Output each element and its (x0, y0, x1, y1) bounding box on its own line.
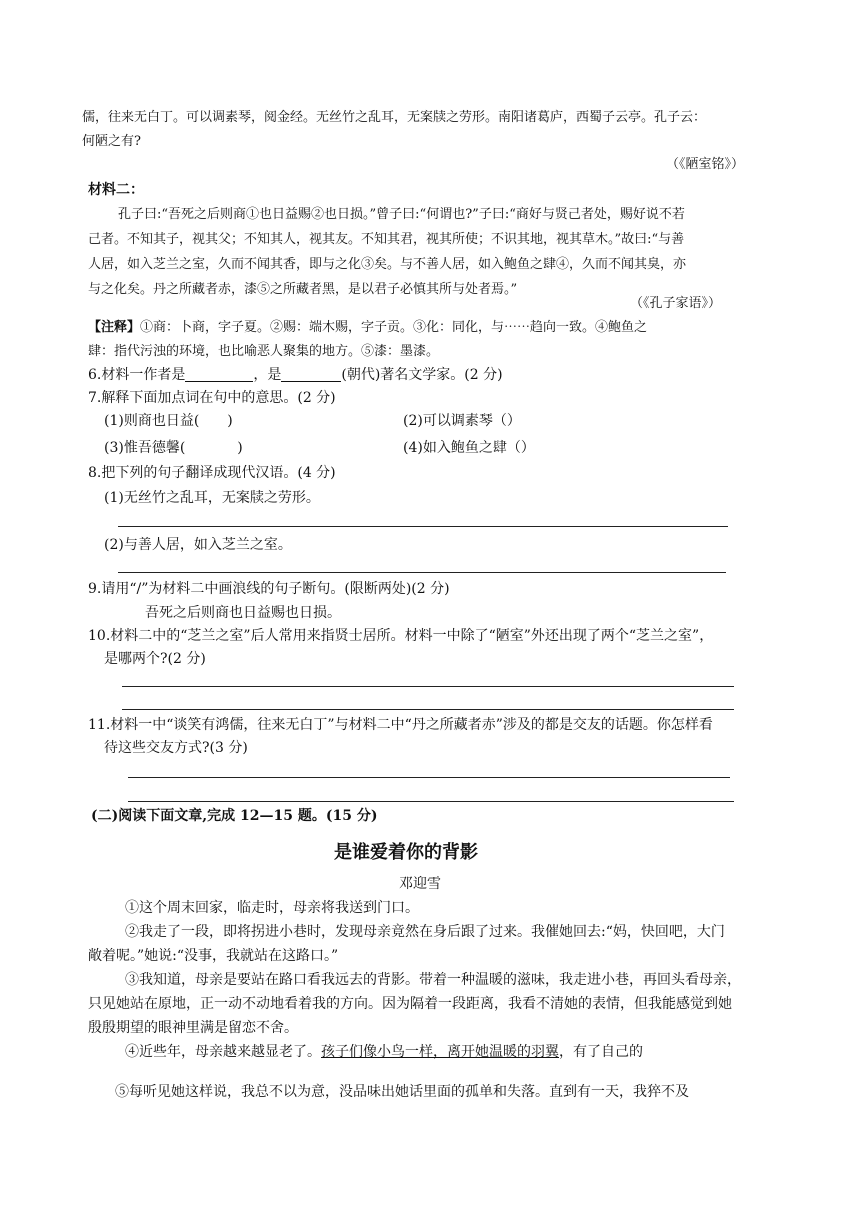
answer-line[interactable] (128, 777, 730, 778)
article-paragraph: ⑤每听见她这样说，我总不以为意，没品味出她话里面的孤单和失落。直到有一天，我猝不及 (115, 1084, 689, 1100)
question-7-item-1 (104, 414, 233, 428)
article-paragraph: ①这个周末回家，临走时，母亲将我送到门口。 (125, 900, 419, 916)
answer-line[interactable] (122, 686, 734, 687)
notes-text: ①商：卜商，字子夏。②赐：端木赐，字子贡。③化：同化，与⋯⋯趋向一致。④鲍鱼之 (140, 320, 648, 335)
section-heading: (二)阅读下面文章,完成 12—15 题。(15 分) (91, 808, 378, 824)
answer-line[interactable] (122, 709, 734, 710)
material2-heading: 材料二： (88, 182, 144, 198)
material2-line: 与之化矣。丹之所藏者赤，漆⑤之所藏者黑，是以君子必慎其所与处者焉。” (88, 282, 518, 297)
question-8-sentence: (1)无丝竹之乱耳，无案牍之劳形。 (104, 490, 320, 506)
material2-source: （《孔子家语》） (630, 296, 722, 311)
question-8-stem: 8.把下列的句子翻译成现代汉语。(4 分) (88, 465, 336, 481)
article-paragraph: 殷殷期望的眼神里满是留恋不舍。 (88, 1020, 298, 1036)
question-8-sentence: (2)与善人居，如入芝兰之室。 (104, 537, 292, 553)
item-text: ) (237, 440, 243, 456)
answer-line[interactable] (118, 572, 726, 573)
article-paragraph: ③我知道，母亲是要站在路口看我远去的背影。带着一种温暖的滋味，我走进小巷，再回头看母亲， (125, 972, 741, 988)
notes-line: 肆：指代污浊的环境，也比喻恶人聚集的地方。⑤漆：墨漆。 (88, 344, 440, 359)
material1-source: （《陋室铭》） (666, 157, 745, 172)
item-text: ) (227, 413, 233, 429)
material2-line: 孔子曰:“吾死之后则商①也日益赐②也日损。”曾子曰:“何谓也?”子曰:“商好与贤己者处，赐好说不若 (118, 207, 685, 222)
item-text: (1)则商也日益( (104, 413, 200, 429)
answer-line[interactable] (118, 526, 728, 527)
article-paragraph (125, 1045, 643, 1059)
article-title: 是谁爱着你的背影 (334, 842, 478, 863)
question-7-stem: 7.解释下面加点词在句中的意思。(2 分) (88, 390, 336, 406)
question-9-sentence: 吾死之后则商也日益赐也日损。 (145, 605, 341, 621)
material1-line: 何陋之有? (82, 134, 141, 149)
notes-label: 【注释】 (88, 320, 141, 335)
question-10-line: 是哪两个?(2 分) (104, 651, 206, 667)
material2-line: 人居，如入芝兰之室，久而不闻其香，即与之化③矣。与不善人居，如入鲍鱼之肆④，久而不闻其臭，亦 (88, 257, 687, 272)
answer-blank[interactable] (281, 367, 341, 382)
article-paragraph: 只见她站在原地，正一动不动地看着我的方向。因为隔着一段距离，我看不清她的表情，但我能感觉到她 (88, 996, 732, 1012)
question-7-item-3 (104, 441, 243, 455)
article-author: 邓迎雪 (399, 876, 441, 892)
question-6 (88, 367, 503, 382)
underlined-sentence: 孩子们像小鸟一样，离开她温暖的羽翼 (321, 1044, 559, 1060)
question-10-line: 10.材料二中的“芝兰之室”后人常用来指贤士居所。材料一中除了“陋室”外还出现了两个“芝兰之室”， (88, 628, 714, 644)
question-6-text: (朝代)著名文学家。(2 分) (341, 367, 503, 383)
question-11-line: 待这些交友方式?(3 分) (104, 740, 248, 756)
notes-line (88, 321, 647, 334)
answer-line[interactable] (128, 801, 734, 802)
question-6-text: 6.材料一作者是 (88, 367, 186, 383)
article-paragraph: ②我走了一段，即将拐进小巷时，发现母亲竟然在身后跟了过来。我催她回去:“妈，快回吧，大门 (125, 924, 725, 940)
item-text: (3)惟吾德馨( (104, 440, 186, 456)
article-paragraph: 敞着呢。”她说:“没事，我就站在这路口。” (88, 948, 339, 964)
paragraph-text: ，有了自己的 (559, 1044, 643, 1060)
question-9-stem: 9.请用“/”为材料二中画浪线的句子断句。(限断两处)(2 分) (88, 581, 450, 597)
question-7-item-4: (4)如入鲍鱼之肆（） (403, 440, 535, 456)
paragraph-text: ④近些年，母亲越来越显老了。 (125, 1044, 321, 1060)
question-7-item-2: (2)可以调素琴（） (403, 413, 521, 429)
question-6-text: ，是 (253, 367, 282, 383)
material2-line: 己者。不知其子，视其父；不知其人，视其友。不知其君，视其所使；不识其地，视其草木。”故曰:“与善 (88, 232, 685, 247)
answer-blank[interactable] (185, 367, 253, 382)
material1-line: 儒，往来无白丁。可以调素琴，阅金经。无丝竹之乱耳，无案牍之劳形。南阳诸葛庐，西蜀子云亭。孔子云： (82, 110, 707, 125)
question-11-line: 11.材料一中“谈笑有鸿儒，往来无白丁”与材料二中“丹之所藏者赤”涉及的都是交友的话题。你怎样看 (88, 717, 713, 733)
